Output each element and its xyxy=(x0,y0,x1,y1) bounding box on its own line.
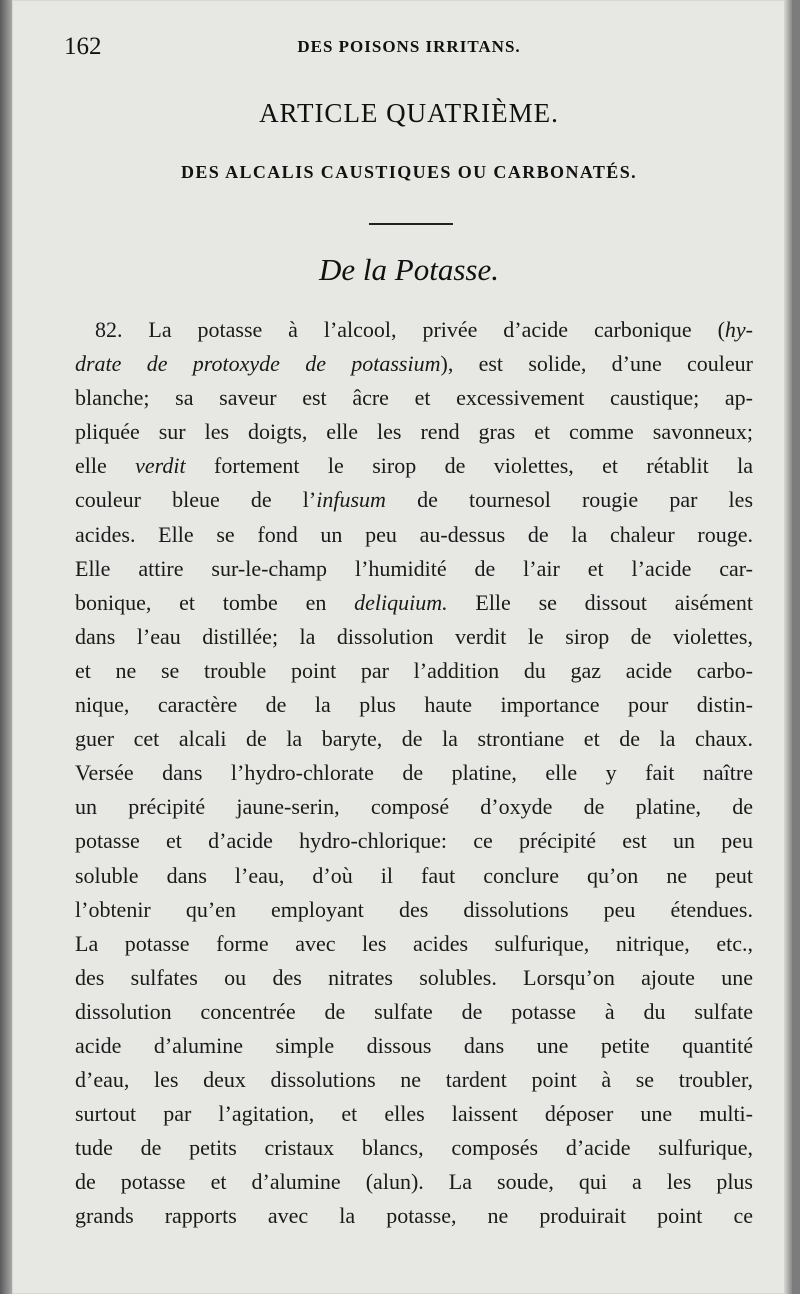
italic-text: verdit xyxy=(135,453,186,479)
text-run: et ne se trouble point par l’addition du gaz acide carbo- xyxy=(75,657,753,683)
italic-text: hy- xyxy=(724,317,753,342)
page-number: 162 xyxy=(64,33,102,60)
text-run: Versée dans l’hydro-chlorate de platine, elle y fait naître xyxy=(75,760,753,786)
text-run: couleur bleue de l’ xyxy=(75,487,317,513)
italic-text: drate de protoxyde de potassium xyxy=(75,351,441,377)
text-run: guer cet alcali de la baryte, de la strontiane et de la chaux. xyxy=(75,726,753,752)
text-run: La potasse à l’alcool, privée d’acide carbonique ( xyxy=(148,317,725,342)
italic-text: infusum xyxy=(316,487,386,513)
text-line xyxy=(75,347,753,381)
text-run: Elle se dissout aisément xyxy=(447,589,753,615)
text-run: blanche; sa saveur est âcre et excessivement caustique; ap- xyxy=(75,385,753,411)
text-line xyxy=(75,415,753,449)
subheading: De la Potasse. xyxy=(319,252,499,287)
text-run: de potasse et d’alumine (alun). La soude, qui a les plus xyxy=(75,1169,753,1195)
text-line xyxy=(75,586,753,620)
text-run: tude de petits cristaux blancs, composés d’acide sulfurique, xyxy=(75,1135,753,1161)
text-line xyxy=(75,313,753,347)
text-line xyxy=(75,381,753,415)
text-run: ), est solide, d’une couleur xyxy=(440,351,754,377)
paragraph-number: 82. xyxy=(95,317,149,342)
text-run: l’obtenir qu’en employant des dissolutions peu étendues. xyxy=(75,896,753,922)
running-title: DES POISONS IRRITANS. xyxy=(297,37,521,56)
text-run: acide d’alumine simple dissous dans une petite quantité xyxy=(75,1032,753,1058)
text-run: La potasse forme avec les acides sulfurique, nitrique, etc., xyxy=(75,930,753,956)
text-line xyxy=(75,654,753,688)
book-page xyxy=(12,0,792,1294)
text-line xyxy=(75,756,753,790)
text-run: Elle attire sur-le-champ l’humidité de l’air et l’acide car- xyxy=(75,555,753,581)
text-run: bonique, et tombe en xyxy=(75,589,355,615)
text-line xyxy=(75,1199,753,1233)
text-run: dans l’eau distillée; la dissolution verdit le sirop de violettes, xyxy=(75,623,753,649)
text-line xyxy=(75,620,753,654)
page-header xyxy=(64,33,754,61)
text-run: un précipité jaune-serin, composé d’oxyde de platine, de xyxy=(75,794,753,820)
text-line xyxy=(75,1029,753,1063)
text-line xyxy=(75,859,753,893)
text-line xyxy=(75,449,753,483)
article-title: ARTICLE QUATRIÈME. xyxy=(259,98,559,128)
text-run: pliquée sur les doigts, elle les rend gras et comme savonneux; xyxy=(75,419,753,445)
text-line xyxy=(75,995,753,1029)
page-edge xyxy=(784,0,792,1294)
text-line xyxy=(75,893,753,927)
text-line xyxy=(75,790,753,824)
text-line xyxy=(75,1097,753,1131)
text-line xyxy=(75,518,753,552)
text-line xyxy=(75,1063,753,1097)
text-line xyxy=(75,483,753,517)
text-line xyxy=(75,927,753,961)
text-run: surtout par l’agitation, et elles laissent déposer une multi- xyxy=(75,1101,753,1127)
text-line xyxy=(75,1131,753,1165)
text-line xyxy=(75,552,753,586)
text-run: soluble dans l’eau, d’où il faut conclure qu’on ne peut xyxy=(75,862,753,888)
section-rule xyxy=(369,223,453,225)
italic-text: deliquium. xyxy=(354,589,448,615)
text-run: elle xyxy=(75,453,136,479)
book-gutter xyxy=(0,0,12,1294)
text-run: grands rapports avec la potasse, ne produirait point ce xyxy=(75,1203,753,1229)
text-run: fortement le sirop de violettes, et rétablit la xyxy=(185,453,753,479)
text-run: acides. Elle se fond un peu au-dessus de la chaleur rouge. xyxy=(75,521,753,547)
text-run: des sulfates ou des nitrates solubles. Lorsqu’on ajoute une xyxy=(75,964,753,990)
text-run: potasse et d’acide hydro-chlorique: ce précipité est un peu xyxy=(75,828,753,854)
text-line xyxy=(75,961,753,995)
text-line xyxy=(75,688,753,722)
text-line xyxy=(75,722,753,756)
text-run: de tournesol rougie par les xyxy=(385,487,753,513)
text-line xyxy=(75,824,753,858)
text-run: d’eau, les deux dissolutions ne tardent point à se troubler, xyxy=(75,1067,753,1093)
text-line xyxy=(75,1165,753,1199)
section-title: DES ALCALIS CAUSTIQUES OU CARBONATÉS. xyxy=(180,162,638,182)
text-run: dissolution concentrée de sulfate de potasse à du sulfate xyxy=(75,998,753,1024)
body-paragraph xyxy=(75,313,753,1234)
text-run: nique, caractère de la plus haute importance pour distin- xyxy=(75,692,753,718)
